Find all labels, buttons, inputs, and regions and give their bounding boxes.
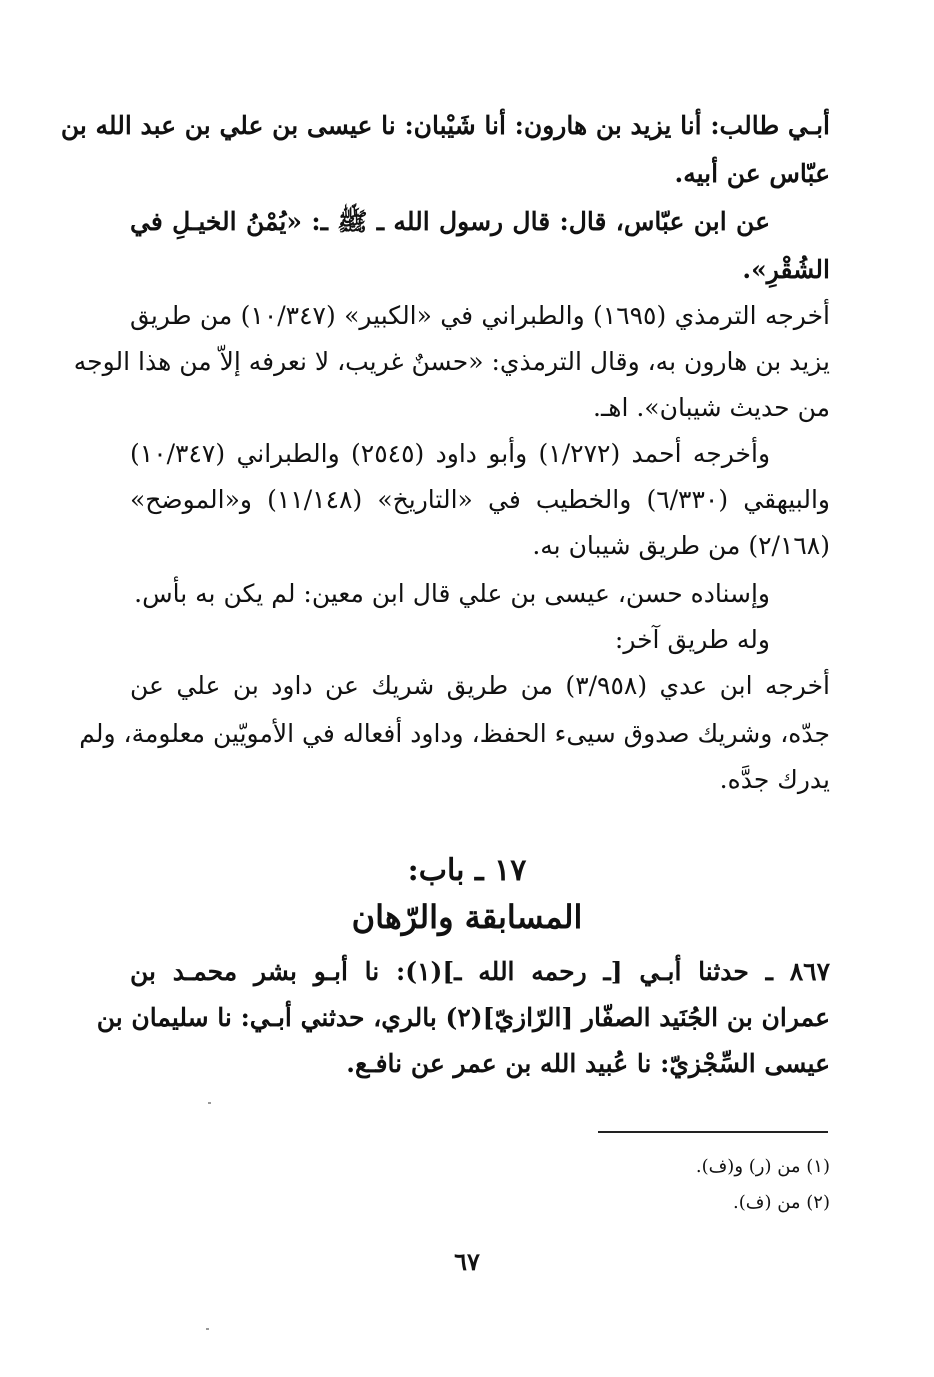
footnote-1: (١) من (ر) و(ف). bbox=[695, 1156, 830, 1177]
takhrij-line-3: من حديث شيبان». اهـ. bbox=[593, 393, 830, 422]
takhrij-line-8: وله طريق آخر: bbox=[614, 625, 770, 654]
hadith-866-matn-line-1: عن ابن عبّاس، قال: قال رسول الله ـ ﷺ ـ: «يُمْنُ الخيـلِ في bbox=[130, 207, 770, 236]
hadith-867-line-2: عمران بن الجُنَيد الصفّار [الرّازيّ](٢) بالري، حدثني أبـي: نا سليمان بن bbox=[96, 1003, 830, 1032]
takhrij-line-10: جدّه، وشريك صدوق سيىء الحفظ، وداود أفعاله في الأمويّين معلومة، ولم bbox=[79, 719, 830, 748]
hadith-867-line-1: ٨٦٧ ـ حدثنا أبـي [ـ رحمه الله ـ](١): نا أبـو بشر محمـد بن bbox=[130, 957, 831, 986]
hadith-866-isnad-line-2: عبّاس عن أبيه. bbox=[674, 159, 830, 188]
takhrij-line-5: والبيهقي (٦/٣٣٠) والخطيب في «التاريخ» (١١/١٤٨) و«الموضح» bbox=[130, 485, 830, 514]
takhrij-line-4: وأخرجه أحمد (١/٢٧٢) وأبو داود (٢٥٤٥) والطبراني (١٠/٣٤٧) bbox=[130, 439, 771, 468]
takhrij-line-2: يزيد بن هارون به، وقال الترمذي: «حسنٌ غريب، لا نعرفه إلاّ من هذا الوجه bbox=[73, 347, 830, 376]
hadith-866-matn-line-2: الشُقْرِ». bbox=[742, 255, 830, 284]
takhrij-line-9: أخرجه ابن عدي (٣/٩٥٨) من طريق شريك عن داود بن علي عن bbox=[130, 671, 831, 700]
takhrij-line-1: أخرجه الترمذي (١٦٩٥) والطبراني في «الكبير» (١٠/٣٤٧) من طريق bbox=[130, 301, 830, 330]
chapter-number: ١٧ ـ باب: bbox=[407, 853, 527, 888]
takhrij-line-7: وإسناده حسن، عيسى بن علي قال ابن معين: لم يكن به بأس. bbox=[134, 579, 770, 608]
footnote-2: (٢) من (ف). bbox=[733, 1192, 830, 1213]
scan-speck bbox=[206, 1328, 209, 1330]
hadith-867-line-3: عيسى السِّجْزيّ: نا عُبيد الله بن عمر عن نافـع. bbox=[346, 1049, 830, 1078]
takhrij-line-6: (٢/١٦٨) من طريق شيبان به. bbox=[532, 531, 830, 560]
chapter-title: المسابقة والرّهان bbox=[351, 898, 583, 936]
takhrij-line-11: يدرك جدَّه. bbox=[719, 765, 830, 794]
page-number: ٦٧ bbox=[454, 1247, 480, 1276]
scan-speck bbox=[208, 1102, 211, 1104]
hadith-866-isnad-line-1: أبـي طالب: أنا يزيد بن هارون: أنا شَيْبان: نا عيسى بن علي بن عبد الله بن bbox=[60, 111, 830, 140]
footnote-separator bbox=[598, 1131, 828, 1133]
